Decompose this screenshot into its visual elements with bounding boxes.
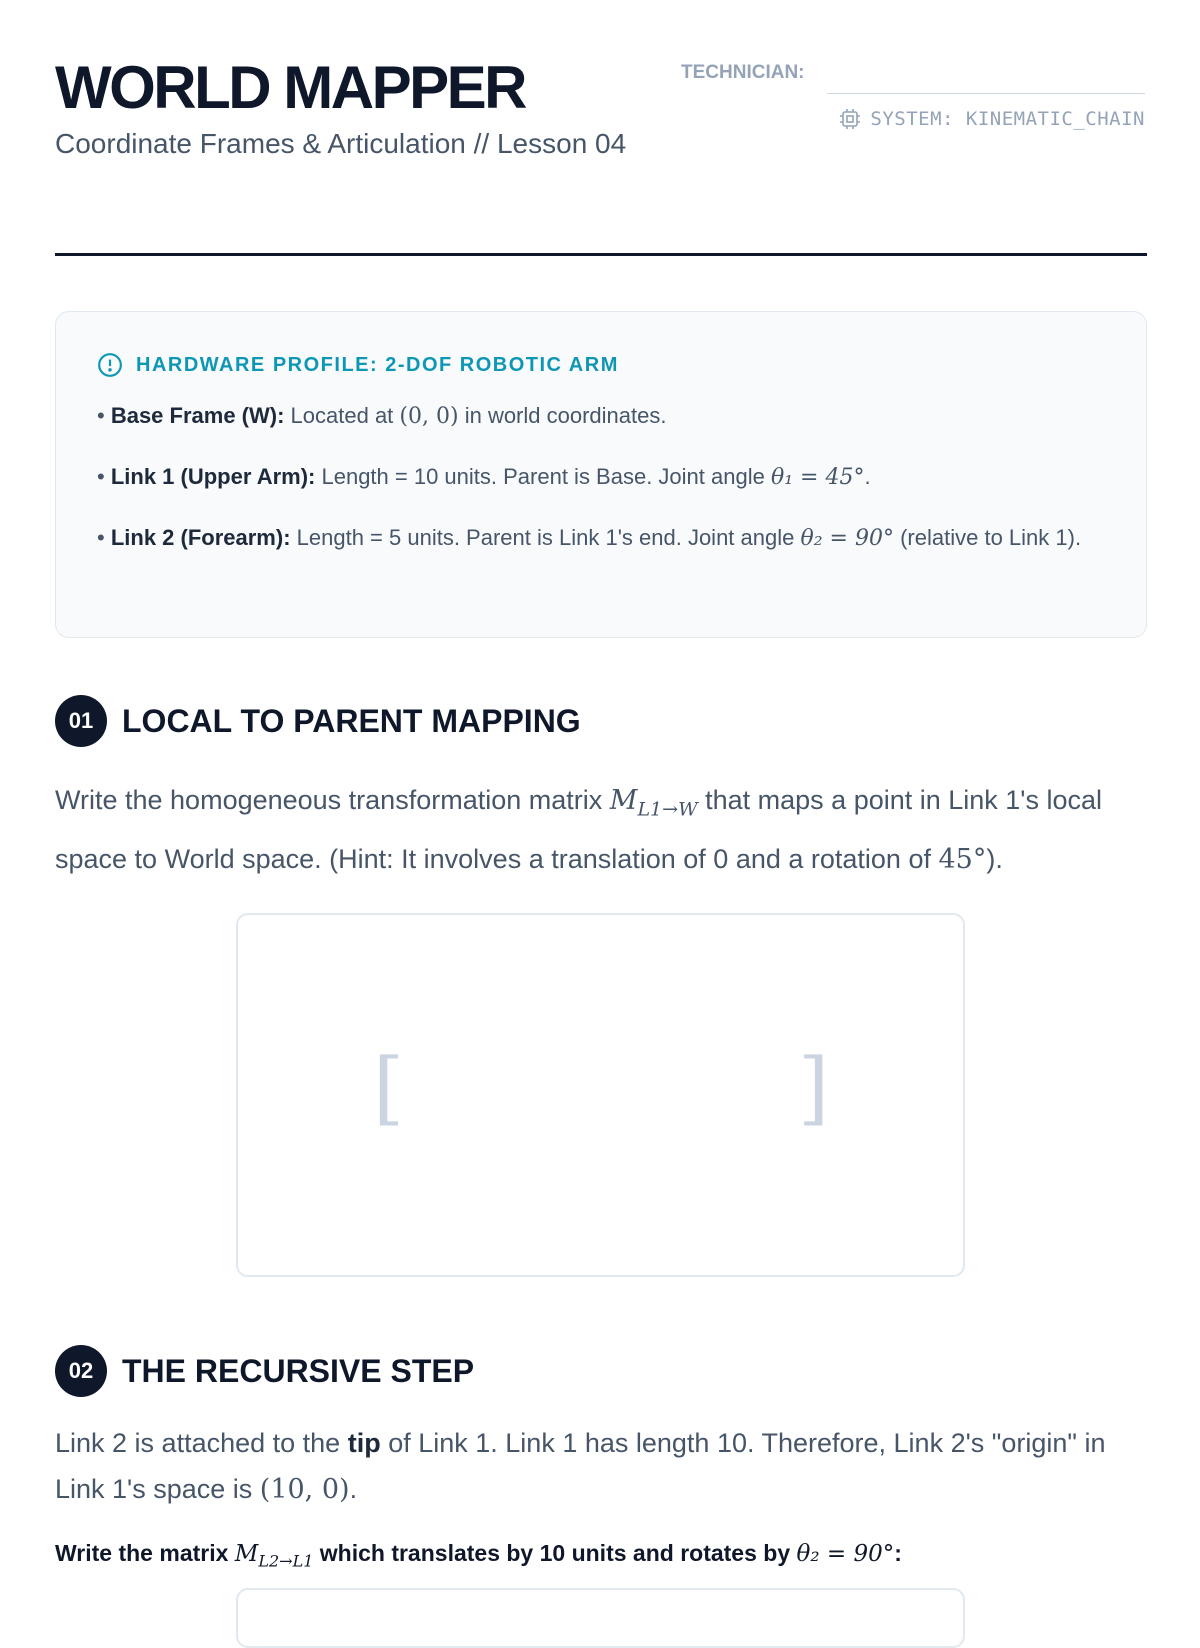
instr-text: which translates by 10 units and rotates by xyxy=(319,1540,791,1566)
item-text: in world coordinates. xyxy=(464,403,667,428)
list-item: • Base Frame (W): Located at (0, 0) in world coordinates. xyxy=(97,403,667,429)
bracket-right: ] xyxy=(798,1041,830,1134)
section-02-header xyxy=(55,1345,474,1397)
section-number-badge: 02 xyxy=(55,1345,107,1397)
item-text: (relative to Link 1). xyxy=(900,525,1082,550)
matrix-symbol xyxy=(234,1541,314,1571)
para-text: that maps a point in Link 1's local space to World space. (Hint: It involves a translation of 0 and a rotation of xyxy=(55,785,1102,875)
para-text: ). xyxy=(986,844,1003,875)
para-bold: tip xyxy=(347,1428,381,1458)
list-item: • Link 1 (Upper Arm): Length = 10 units. Parent is Base. Joint angle θ₁ = 45°. xyxy=(97,464,871,490)
para-text: . xyxy=(349,1474,358,1504)
math-subscript: L2→L1 xyxy=(258,1551,314,1571)
hardware-profile-box xyxy=(55,311,1147,638)
matrix-answer-box-2[interactable] xyxy=(236,1588,965,1648)
instr-text: : xyxy=(894,1540,902,1566)
math-angle: θ₂ = 90° xyxy=(796,1541,895,1567)
math-point: (10, 0) xyxy=(259,1474,350,1505)
math-var: M xyxy=(234,1541,259,1567)
item-text: Located at xyxy=(290,403,394,428)
item-label: Link 2 (Forearm): xyxy=(110,525,291,550)
technician-field[interactable] xyxy=(827,93,1145,94)
page-title: WORLD MAPPER xyxy=(55,54,525,121)
section-01-header xyxy=(55,695,581,747)
list-item: • Link 2 (Forearm): Length = 5 units. Parent is Link 1's end. Joint angle θ₂ = 90° (relative to Link 1). xyxy=(97,525,1082,551)
item-label: Link 1 (Upper Arm): xyxy=(110,464,316,489)
para-text: Write the homogeneous transformation matrix xyxy=(55,785,603,815)
item-math: θ₂ = 90° xyxy=(800,526,894,551)
system-label: SYSTEM: KINEMATIC_CHAIN xyxy=(870,108,1145,130)
matrix-symbol xyxy=(609,785,698,821)
section-01-text xyxy=(55,775,1147,885)
item-text: . xyxy=(864,464,871,489)
alert-circle-icon xyxy=(97,352,123,378)
item-text: Length = 10 units. Parent is Base. Joint angle xyxy=(321,464,765,489)
math-angle: 45° xyxy=(938,844,987,876)
bracket-left: [ xyxy=(373,1041,405,1134)
para-text: of Link 1. Link 1 has length 10. Therefore, Link 2's "origin" in Link 1's space is xyxy=(55,1428,1106,1504)
instr-text: Write the matrix xyxy=(55,1540,229,1566)
section-title: THE RECURSIVE STEP xyxy=(122,1352,475,1389)
section-title: LOCAL TO PARENT MAPPING xyxy=(122,702,581,739)
profile-heading xyxy=(97,352,619,378)
item-label: Base Frame (W): xyxy=(110,403,285,428)
item-math: θ₁ = 45° xyxy=(770,465,865,490)
system-tag xyxy=(838,107,1145,131)
section-02-text xyxy=(55,1420,1147,1513)
header-divider xyxy=(55,253,1147,256)
matrix-answer-box[interactable] xyxy=(236,913,965,1277)
item-text: Length = 5 units. Parent is Link 1's end. Joint angle xyxy=(296,525,795,550)
para-text: Link 2 is attached to the xyxy=(55,1428,341,1458)
item-math: (0, 0) xyxy=(399,404,459,429)
math-var: M xyxy=(609,785,638,816)
profile-list xyxy=(97,396,1107,579)
cpu-icon xyxy=(838,107,862,131)
math-subscript: L1→W xyxy=(637,798,698,821)
page-subtitle: Coordinate Frames & Articulation // Lesson 04 xyxy=(55,128,627,159)
section-number-badge: 01 xyxy=(55,695,107,747)
technician-label: TECHNICIAN: xyxy=(681,62,805,83)
section-02-instruction xyxy=(55,1540,1147,1571)
profile-heading-text: HARDWARE PROFILE: 2-DOF ROBOTIC ARM xyxy=(136,353,619,376)
